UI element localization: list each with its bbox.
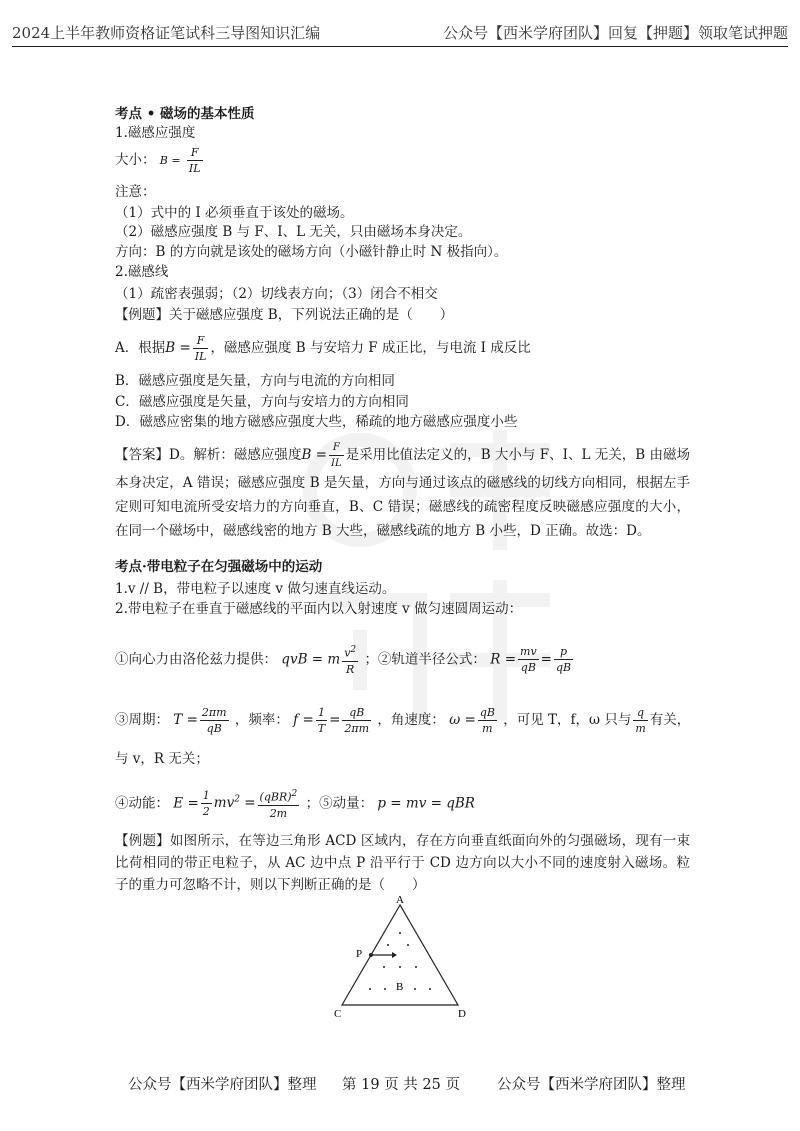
answer-den: IL: [331, 458, 342, 469]
f1-mid: ；②轨道半径公式：: [364, 651, 486, 668]
section2-title: 考点·带电粒子在匀强磁场中的运动: [115, 559, 323, 575]
label-b: B: [396, 981, 404, 993]
size-label: 大小：: [115, 152, 156, 168]
formula-lhs: B =: [159, 154, 181, 167]
answer-num: F: [329, 440, 344, 456]
formula-line-3: ④动能： E = $\frac{1}{2}$ $mv^2$ = $\frac{(qBR)^2}{2m}$ ；⑤动量： p = mv = qBR: [115, 789, 475, 820]
formula-fraction: [187, 145, 203, 176]
direction-text: 方向：B 的方向就是该处的磁场方向（小磁针静止时 N 极指向）。: [115, 244, 508, 260]
header-left-title: 2024上半年教师资格证笔试科三导图知识汇编: [12, 24, 321, 42]
f2-end: 有关，: [649, 712, 691, 728]
option-c: C．磁感应强度是矢量，方向与安培力的方向相同: [115, 394, 409, 410]
footer-page-number: 第 19 页 共 25 页: [342, 1077, 460, 1093]
field-line-props: （1）疏密表强弱；（2）切线表方向；（3）闭合不相交: [115, 286, 438, 302]
example1-answer: [115, 440, 690, 543]
section2-item1: 1.v // B，带电粒子以速度 v 做匀速直线运动。: [115, 581, 396, 597]
footer-left: 公众号【西米学府团队】整理: [128, 1077, 317, 1093]
example2-question: 【例题】如图所示，在等边三角形 ACD 区域内，存在方向垂直纸面向外的匀强磁场，现有一束比荷相同的带正电粒子，从 AC 边中点 P 沿平行于 CD 边方向以大小不同的速度射入磁场。粒子的重力可忽略不计，则以下判断正确的是（ ）: [115, 833, 690, 893]
option-a-post: ，磁感应强度 B 与安培力 F 成正比，与电流 I 成反比: [210, 340, 531, 356]
answer-post: 是采用比值法定义的，B 大小与 F、I、L 无关，B 由磁场本身决定，A 错误；磁感应强度 B 是矢量，方向与通过该点的磁感线的切线方向相同，根据左手定则可知电流所受安培力的方向垂直，B、C 错误；磁感线的疏密程度反映磁感应强度的大小，在同一个磁场中，磁感线密的地方 B 大些，磁感线疏的地方 B 小些，D 正确。故选：D。: [115, 447, 691, 539]
section2-item2: 2.带电粒子在垂直于磁感线的平面内以入射速度 v 做匀速圆周运动：: [115, 601, 523, 617]
footer-right: 公众号【西米学府团队】整理: [497, 1077, 686, 1093]
answer-lhs: B =: [301, 447, 327, 463]
velocity-arrowhead: [392, 952, 397, 958]
option-a-lhs: B =: [165, 340, 191, 356]
f3-mid: ；⑤动量：: [305, 795, 374, 812]
momentum-formula: p = mv = qBR: [377, 795, 475, 812]
f2-period: ③周期：: [115, 712, 169, 728]
formula-den: IL: [188, 162, 201, 175]
label-c: C: [334, 1008, 342, 1020]
option-a-fraction: [193, 333, 209, 364]
example1-question: 【例题】关于磁感应强度 B，下列说法正确的是（ ）: [115, 307, 454, 323]
label-a: A: [396, 894, 404, 906]
f2-omega: ，角速度：: [377, 712, 445, 728]
note-label: 注意：: [115, 184, 156, 200]
formula-num: F: [187, 145, 203, 161]
answer-fraction: [329, 440, 344, 471]
option-a-num: F: [193, 333, 209, 349]
f2-continued: 与 v，R 无关；: [115, 751, 209, 767]
answer-pre: 【答案】D。解析：磁感应强度: [115, 447, 302, 463]
header-right-promo: 公众号【西米学府团队】回复【押题】领取笔试押题: [442, 24, 788, 42]
label-p: P: [356, 948, 363, 960]
option-a: [115, 333, 531, 364]
f2-freq: ，频率：: [234, 712, 289, 728]
note-1: （1）式中的 I 必须垂直于该处的磁场。: [115, 205, 354, 221]
option-a-den: IL: [194, 350, 207, 363]
f3-pre: ④动能：: [115, 795, 169, 812]
section1-title: 考点 • 磁场的基本性质: [115, 106, 255, 122]
section1-item2: 2.磁感线: [115, 264, 169, 280]
formula-line-2: ③周期： T = $\frac{2\pi m}{qB}$ ，频率： f = $\frac{1}{T}$ = $\frac{qB}{2\pi m}$ ，角速度： ω = $\frac{qB}{m}$ ，可见 T，f，ω 只与 $\frac{q}{m}$ 有关，: [115, 706, 691, 735]
formula-line-1: ①向心力由洛伦兹力提供： qvB = m $\frac{v^2}{R}$ ；②轨道半径公式： R = $\frac{mv}{qB}$ = $\frac{p}{qB}$: [115, 645, 572, 676]
option-b: B．磁感应强度是矢量，方向与电流的方向相同: [115, 373, 395, 389]
size-formula: [115, 145, 205, 176]
option-a-pre: A．根据: [115, 340, 166, 356]
f1-pre: ①向心力由洛伦兹力提供：: [115, 651, 277, 668]
label-d: D: [458, 1008, 466, 1020]
f2-post: ，可见 T，f，ω 只与: [503, 712, 632, 728]
triangle-figure: [330, 893, 470, 1023]
header-divider: [12, 46, 788, 47]
section1-item1: 1.磁感应强度: [115, 125, 196, 141]
option-d: D．磁感应密集的地方磁感应强度大些，稀疏的地方磁感应强度小些: [115, 414, 518, 430]
note-2: （2）磁感应强度 B 与 F、I、L 无关，只由磁场本身决定。: [115, 224, 472, 240]
